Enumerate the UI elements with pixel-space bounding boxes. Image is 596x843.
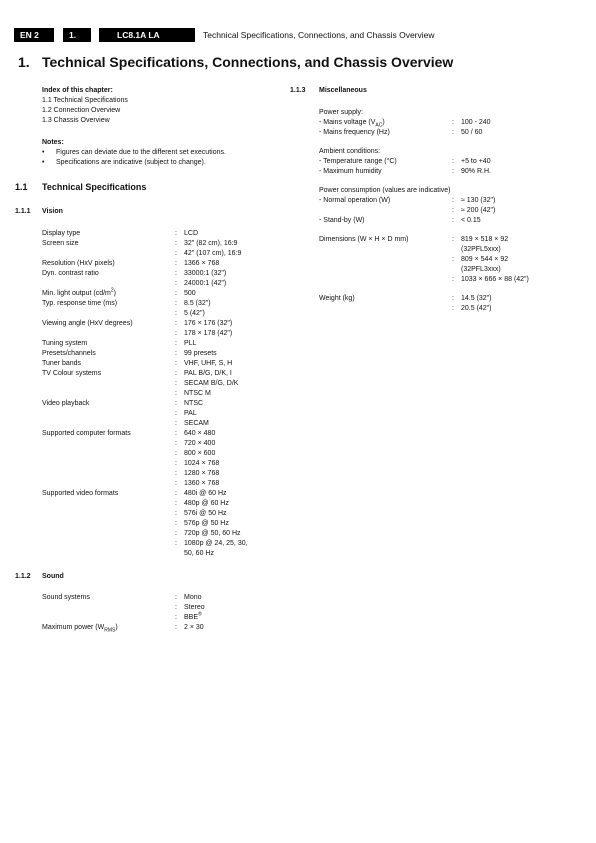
spec-value: 20.5 (42") — [461, 305, 492, 312]
spec-value: 576i @ 50 Hz — [184, 510, 227, 517]
spec-value: 576p @ 50 Hz — [184, 520, 229, 527]
section-1-1-1-title: Vision — [42, 208, 63, 215]
header-tag-model: LC8.1A LA — [99, 28, 195, 42]
spec-value: 1360 × 768 — [184, 480, 220, 487]
spec-value: 800 × 600 — [184, 450, 216, 457]
spec-colon: : — [175, 604, 177, 611]
spec-colon: : — [175, 520, 177, 527]
spec-colon: : — [452, 119, 454, 126]
spec-colon: : — [175, 240, 177, 247]
spec-value: < 0.15 — [461, 217, 481, 224]
spec-colon: : — [175, 420, 177, 427]
spec-colon: : — [175, 624, 177, 631]
spec-value: NTSC M — [184, 390, 211, 397]
spec-value: 24000:1 (42") — [184, 280, 227, 287]
spec-value: 1366 × 768 — [184, 260, 220, 267]
spec-value: 500 — [184, 290, 196, 297]
spec-colon: : — [175, 540, 177, 547]
spec-value: ≈ 200 (42") — [461, 207, 496, 214]
section-1-1-2-number: 1.1.2 — [15, 573, 31, 580]
spec-value: LCD — [184, 230, 199, 237]
spec-label: Screen size — [42, 240, 79, 247]
spec-value: 720 × 400 — [184, 440, 216, 447]
index-heading: Index of this chapter: — [42, 87, 113, 94]
chapter-number: 1. — [18, 54, 30, 70]
spec-value: Mono — [184, 594, 202, 601]
section-1-1-number: 1.1 — [15, 182, 28, 192]
index-item: 1.2 Connection Overview — [42, 107, 121, 114]
spec-value: (32PFL5xxx) — [461, 246, 501, 253]
spec-colon: : — [175, 300, 177, 307]
spec-colon: : — [452, 295, 454, 302]
spec-colon: : — [175, 594, 177, 601]
spec-label: Tuner bands — [42, 360, 82, 367]
spec-value: 720p @ 50, 60 Hz — [184, 530, 241, 537]
spec-label: - Mains frequency (Hz) — [319, 129, 390, 136]
spec-colon: : — [175, 350, 177, 357]
spec-value: PLL — [184, 340, 197, 347]
spec-label: - Stand-by (W) — [319, 217, 365, 224]
spec-colon: : — [175, 370, 177, 377]
spec-label: Resolution (HxV pixels) — [42, 260, 115, 267]
spec-value: SECAM — [184, 420, 209, 427]
spec-value: 8.5 (32") — [184, 300, 211, 307]
spec-value: 90% R.H. — [461, 168, 491, 175]
spec-value: 42" (107 cm), 16:9 — [184, 250, 242, 257]
spec-colon: : — [452, 168, 454, 175]
spec-label: Maximum power $(W_{RMS})$ — [42, 624, 118, 634]
spec-value: 1024 × 768 — [184, 460, 220, 467]
spec-colon: : — [175, 430, 177, 437]
spec-value: 33000:1 (32") — [184, 270, 227, 277]
spec-colon: : — [175, 440, 177, 447]
spec-value: SECAM B/G, D/K — [184, 380, 239, 387]
spec-label: Dimensions (W × H × D mm) — [319, 236, 409, 243]
chapter-title — [18, 54, 453, 70]
spec-value: 640 × 480 — [184, 430, 216, 437]
spec-colon: : — [175, 500, 177, 507]
spec-value: VHF, UHF, S, H — [184, 360, 233, 367]
spec-label: Viewing angle (HxV degrees) — [42, 320, 133, 327]
spec-colon: : — [175, 410, 177, 417]
spec-colon: : — [452, 129, 454, 136]
spec-value: 809 × 544 × 92 — [461, 256, 509, 263]
spec-colon: : — [175, 310, 177, 317]
spec-colon: : — [175, 530, 177, 537]
spec-colon: : — [175, 390, 177, 397]
spec-value: PAL B/G, D/K, I — [184, 370, 232, 377]
chapter-index — [42, 86, 128, 126]
spec-label: Typ. response time (ms) — [42, 300, 118, 307]
spec-colon: : — [175, 470, 177, 477]
spec-value: +5 to +40 — [461, 158, 491, 165]
spec-colon: : — [175, 380, 177, 387]
spec-colon: : — [175, 460, 177, 467]
spec-colon: : — [175, 340, 177, 347]
spec-label: Presets/channels — [42, 350, 96, 357]
spec-colon: : — [175, 330, 177, 337]
spec-value: 5 (42") — [184, 310, 205, 317]
spec-colon: : — [452, 256, 454, 263]
spec-colon: : — [175, 290, 177, 297]
spec-label: Ambient conditions: — [319, 148, 381, 155]
spec-colon: : — [175, 270, 177, 277]
section-1-1-2-title: Sound — [42, 573, 64, 580]
spec-value: 14.5 (32") — [461, 295, 492, 302]
spec-colon: : — [175, 230, 177, 237]
header-tag-en2: EN 2 — [14, 28, 54, 42]
spec-label: Sound systems — [42, 594, 90, 601]
spec-colon: : — [175, 280, 177, 287]
section-1-1-title: Technical Specifications — [42, 182, 147, 192]
spec-label: - Temperature range (°C) — [319, 158, 397, 165]
spec-label: Power consumption (values are indicative) — [319, 187, 451, 194]
spec-colon: : — [175, 250, 177, 257]
note-item: • Figures can deviate due to the different set executions. — [42, 149, 226, 156]
section-1-1-3-title: Miscellaneous — [319, 87, 367, 94]
spec-colon: : — [452, 197, 454, 204]
spec-colon: : — [452, 276, 454, 283]
spec-colon: : — [175, 480, 177, 487]
spec-colon: : — [452, 158, 454, 165]
spec-label: Display type — [42, 230, 81, 237]
spec-colon: : — [175, 510, 177, 517]
header-tag-chapter: 1. — [63, 28, 91, 42]
spec-label: - Mains voltage $(V_{AC})$ — [319, 119, 385, 129]
spec-colon: : — [175, 320, 177, 327]
spec-value: 100 - 240 — [461, 119, 491, 126]
spec-value: 99 presets — [184, 350, 217, 357]
spec-colon: : — [175, 360, 177, 367]
spec-value: 1033 × 666 × 88 (42") — [461, 276, 529, 283]
spec-label: Supported video formats — [42, 490, 119, 497]
spec-value: 480p @ 60 Hz — [184, 500, 229, 507]
header-title: Technical Specifications, Connections, and Chassis Overview — [203, 30, 435, 40]
spec-colon: : — [452, 207, 454, 214]
spec-value: 480i @ 60 Hz — [184, 490, 227, 497]
spec-label: TV Colour systems — [42, 370, 102, 377]
spec-value: PAL — [184, 410, 197, 417]
spec-colon: : — [175, 450, 177, 457]
spec-value: 178 × 178 (42") — [184, 330, 233, 337]
spec-value: 1080p @ 24, 25, 30, — [184, 540, 248, 547]
notes-block — [42, 138, 226, 168]
spec-colon: : — [175, 614, 177, 621]
note-item: • Specifications are indicative (subject to change). — [42, 159, 206, 166]
spec-value: (32PFL3xxx) — [461, 266, 501, 273]
spec-colon: : — [175, 490, 177, 497]
spec-label: - Maximum humidity — [319, 168, 382, 175]
spec-value: 1280 × 768 — [184, 470, 220, 477]
spec-value: BBE® — [184, 611, 202, 621]
spec-colon: : — [452, 217, 454, 224]
spec-colon: : — [452, 236, 454, 243]
section-1-1-1-number: 1.1.1 — [15, 208, 31, 215]
spec-label: - Normal operation (W) — [319, 197, 391, 204]
spec-label: Supported computer formats — [42, 430, 131, 437]
spec-label: Weight (kg) — [319, 295, 355, 302]
spec-value: 50, 60 Hz — [184, 550, 214, 557]
spec-colon: : — [175, 260, 177, 267]
spec-value: 50 / 60 — [461, 129, 483, 136]
index-item: 1.1 Technical Specifications — [42, 97, 128, 104]
spec-colon: : — [452, 305, 454, 312]
spec-value: ≈ 130 (32") — [461, 197, 496, 204]
chapter-title-text: Technical Specifications, Connections, and Chassis Overview — [42, 54, 454, 70]
spec-label: Dyn. contrast ratio — [42, 270, 99, 277]
spec-label: Video playback — [42, 400, 90, 407]
spec-label: Power supply: — [319, 109, 363, 116]
spec-label: Tuning system — [42, 340, 88, 347]
spec-value: 176 × 176 (32") — [184, 320, 233, 327]
spec-label: Min. light output $(cd/m^2)$ — [42, 287, 116, 297]
spec-value: 32" (82 cm), 16:9 — [184, 240, 238, 247]
index-item: 1.3 Chassis Overview — [42, 117, 110, 124]
spec-value: 819 × 518 × 92 — [461, 236, 509, 243]
spec-value: 2 × 30 — [184, 624, 204, 631]
section-1-1-3-number: 1.1.3 — [290, 87, 306, 94]
notes-heading: Notes: — [42, 139, 64, 146]
spec-value: NTSC — [184, 400, 204, 407]
spec-value: Stereo — [184, 604, 205, 611]
spec-colon: : — [175, 400, 177, 407]
